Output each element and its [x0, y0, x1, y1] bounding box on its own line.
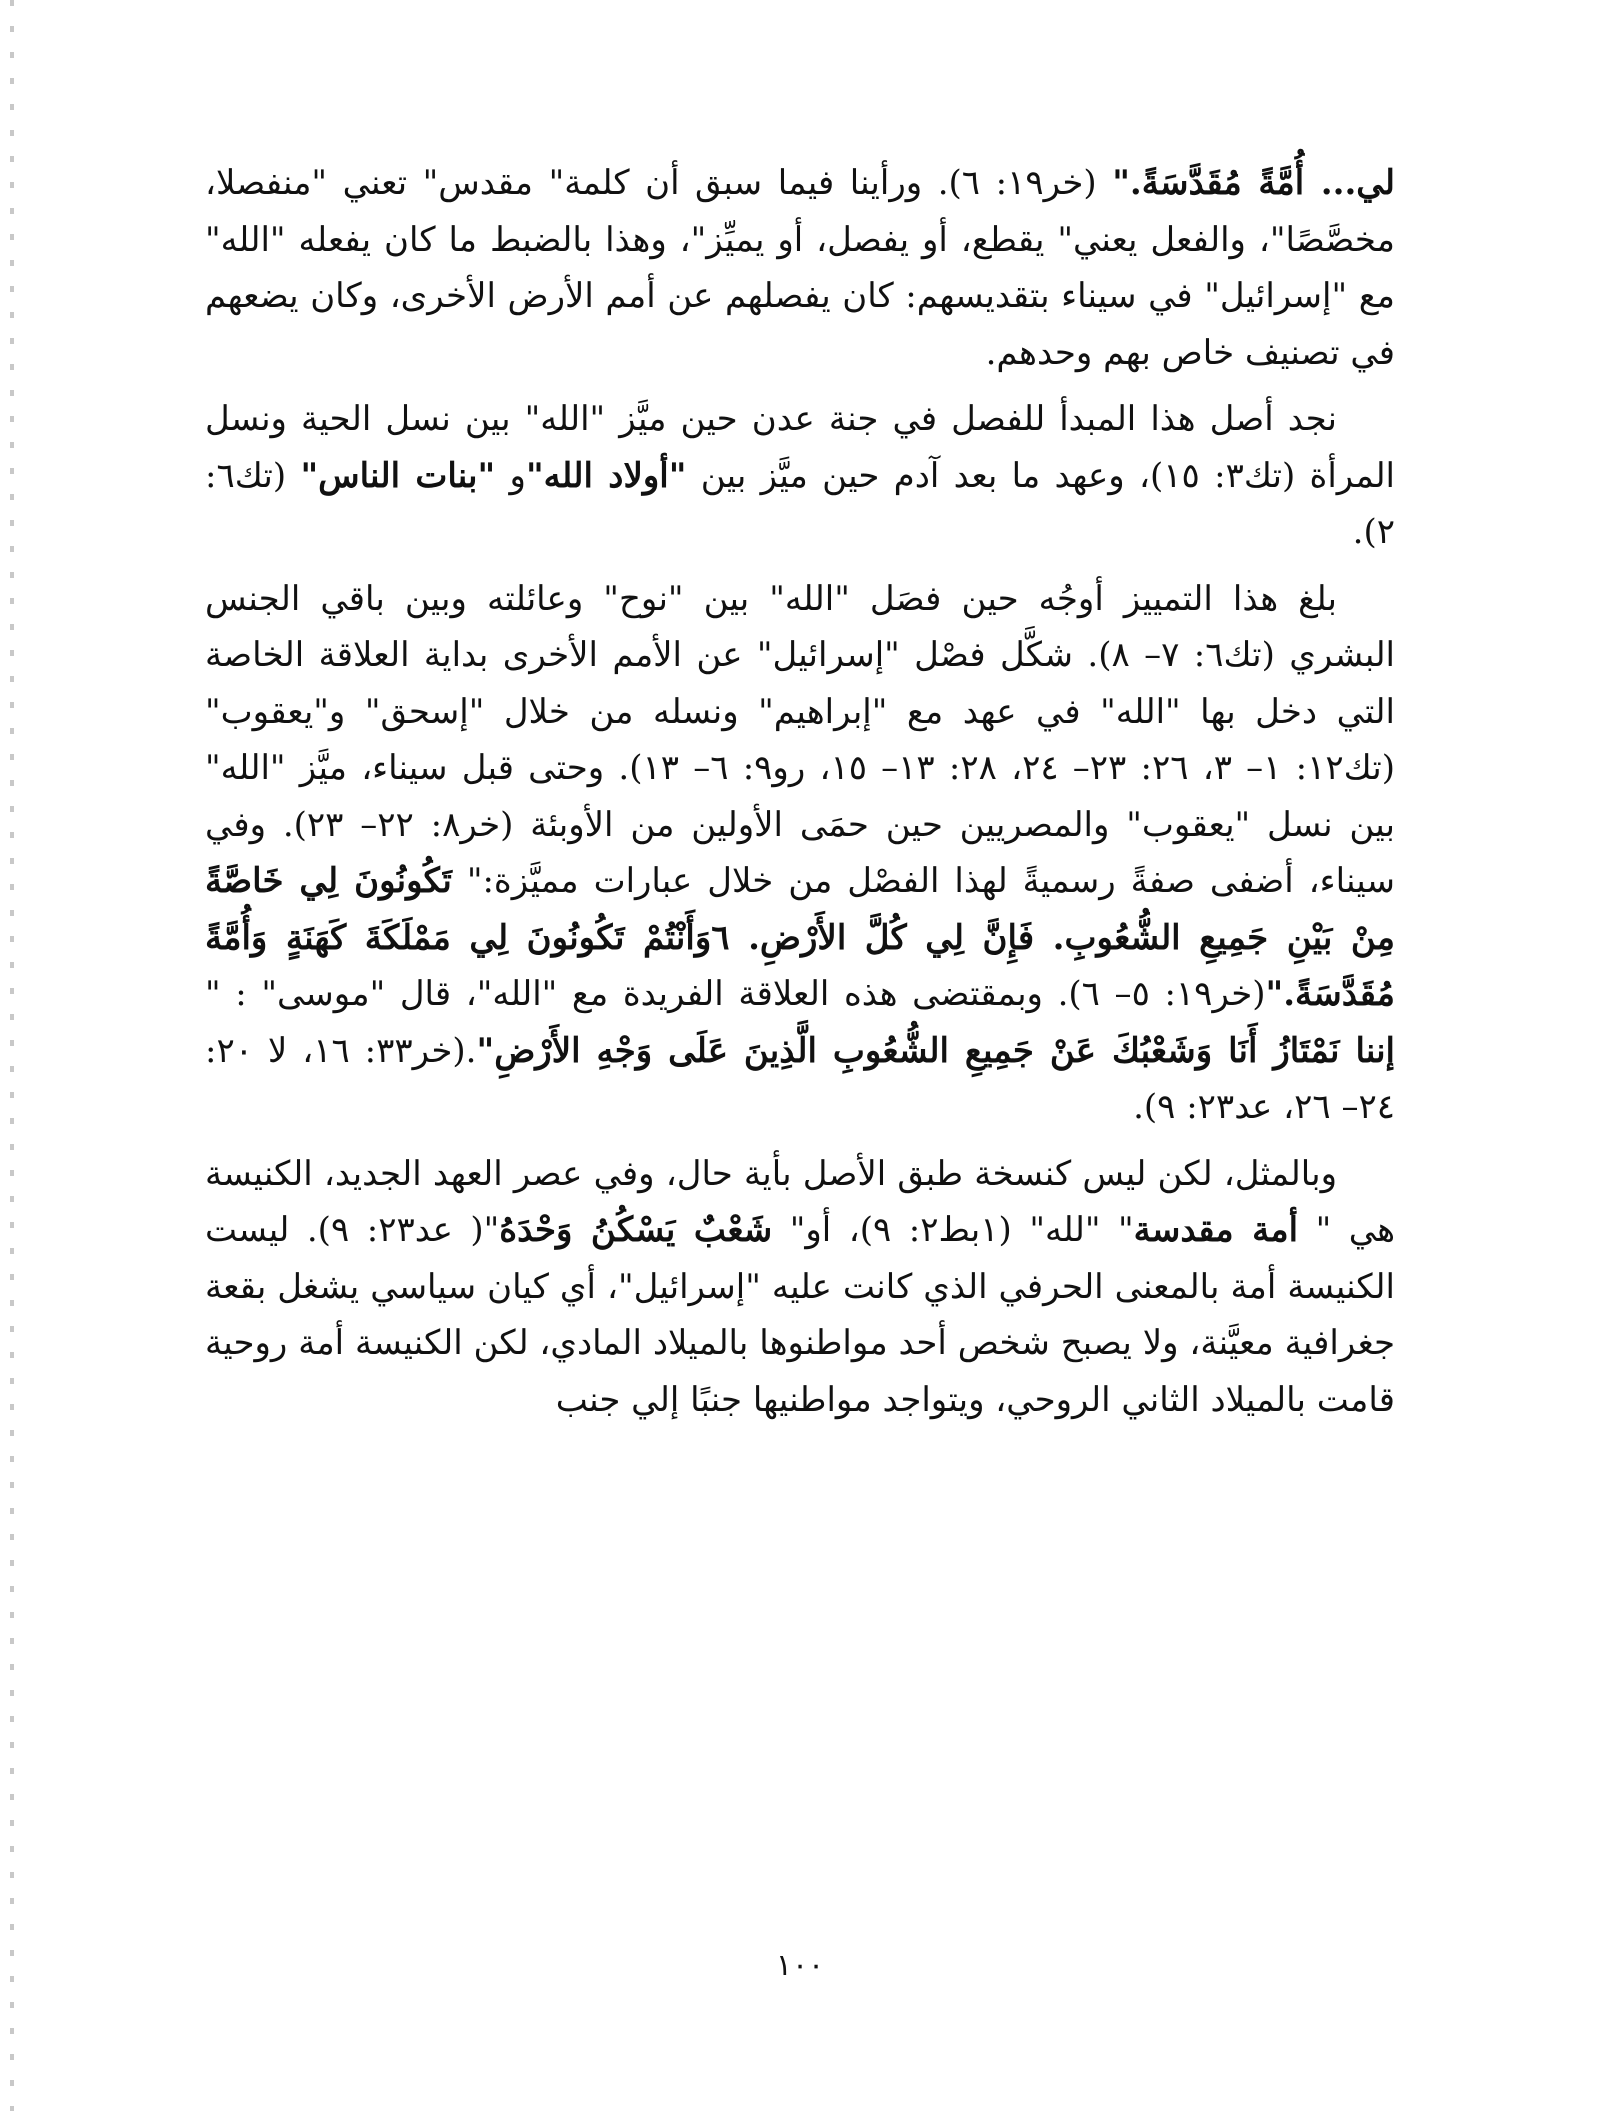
paragraph-3-run-1: بلغ هذا التمييز أوجُه حين فصَل "الله" بين "نوح" وعائلته وبين باقي الجنس البشري (تك٦: ٧– ٨). شكَّل فصْل "إسرائيل" عن الأمم الأخرى بداية العلاقة الخاصة التي دخل بها "الله" في عهد مع "إبراهيم" ونسله من خلال "إسحق" و"يعقوب" (تك١٢: ١– ٣، ٢٦: ٢٣– ٢٤، ٢٨: ١٣– ١٥، رو٩: ٦– ١٣). وحتى قبل سيناء، ميَّز "الله" بين نسل "يعقوب" والمصريين حين حمَى الأولين من الأوبئة (خر٨: ٢٢– ٢٣). وفي سيناء، أضفى صفةً رسميةً لهذا الفصْل من خلال عبارات مميَّزة:"	[205, 578, 1396, 901]
paragraph-2-run-4: "بنات الناس"	[300, 455, 496, 496]
paragraph-4-run-4: شَعْبٌ يَسْكُنُ وَحْدَهُ	[499, 1210, 773, 1250]
paragraph-2	[205, 391, 1395, 561]
paragraph-4-run-2: أمة مقدسة	[1133, 1210, 1299, 1250]
paragraph-4	[205, 1146, 1395, 1429]
paragraph-3-run-3: (خر١٩: ٥– ٦). وبمقتضى هذه العلاقة الفريدة مع "الله"، قال "موسى" : "	[205, 974, 1266, 1014]
scan-margin-marks	[10, 0, 14, 2111]
paragraph-1	[205, 155, 1395, 381]
paragraph-2-run-1: نجد أصل هذا المبدأ للفصل في جنة عدن حين ميَّز "الله" بين نسل الحية ونسل المرأة (تك٣: ١٥)، وعهد ما بعد آدم حين ميَّز بين	[205, 399, 1395, 496]
paragraph-3	[205, 571, 1395, 1136]
paragraph-3-run-4: إننا نَمْتَازُ أَنَا وَشَعْبُكَ عَنْ جَمِيعِ الشُّعُوبِ الَّذِينَ عَلَى وَجْهِ الأَرْضِ"	[476, 1030, 1395, 1071]
paragraph-3-run-5: .(خر٣٣: ١٦، لا ٢٠: ٢٤– ٢٦، عد٢٣: ٩).	[205, 1030, 1395, 1127]
page-number: ١٠٠	[775, 1948, 825, 1983]
paragraph-2-run-2: "أولاد الله"	[525, 455, 687, 496]
page-body	[205, 155, 1395, 1975]
paragraph-4-run-3: " "لله" (١بط٢: ٩)، أو"	[772, 1210, 1134, 1250]
paragraph-4-run-1: وبالمثل، لكن ليس كنسخة طبق الأصل بأية حال، وفي عصر العهد الجديد، الكنيسة هي "	[205, 1153, 1396, 1250]
paragraph-2-run-5: (تك٦: ٢).	[205, 455, 1395, 552]
paragraph-4-run-5: "( عد٢٣: ٩). ليست الكنيسة أمة بالمعنى الحرفي الذي كانت عليه "إسرائيل"، أي كيان سياسي يشغل بقعة جغرافية معيَّنة، ولا يصبح شخص أحد مواطنوها بالميلاد المادي، لكن الكنيسة أمة روحية قامت بالميلاد الثاني الروحي، ويتواجد مواطنيها جنبًا إلي جنب	[205, 1210, 1395, 1420]
paragraph-1-run-2: (خر١٩: ٦). ورأينا فيما سبق أن كلمة" مقدس" تعني "منفصلا، مخصَّصًا"، والفعل يعني" يقطع، أو يفصل، أو يميِّز"، وهذا بالضبط ما كان يفعله "الله" مع "إسرائيل" في سيناء بتقديسهم: كان يفصلهم عن أمم الأرض الأخرى، وكان يضعهم في تصنيف خاص بهم وحدهم.	[205, 163, 1395, 373]
paragraph-1-run-1: لي... أُمَّةً مُقَدَّسَةً."	[1112, 163, 1396, 203]
paragraph-2-run-3: و	[495, 455, 526, 496]
paragraph-3-run-2: تَكُونُونَ لِي خَاصَّةً مِنْ بَيْنِ جَمِيعِ الشُّعُوبِ. فَإِنَّ لِي كُلَّ الأَرْضِ. ٦وَأَنْتُمْ تَكُونُونَ لِي مَمْلَكَةَ كَهَنَةٍ وَأُمَّةً مُقَدَّسَةً."	[205, 861, 1396, 1014]
